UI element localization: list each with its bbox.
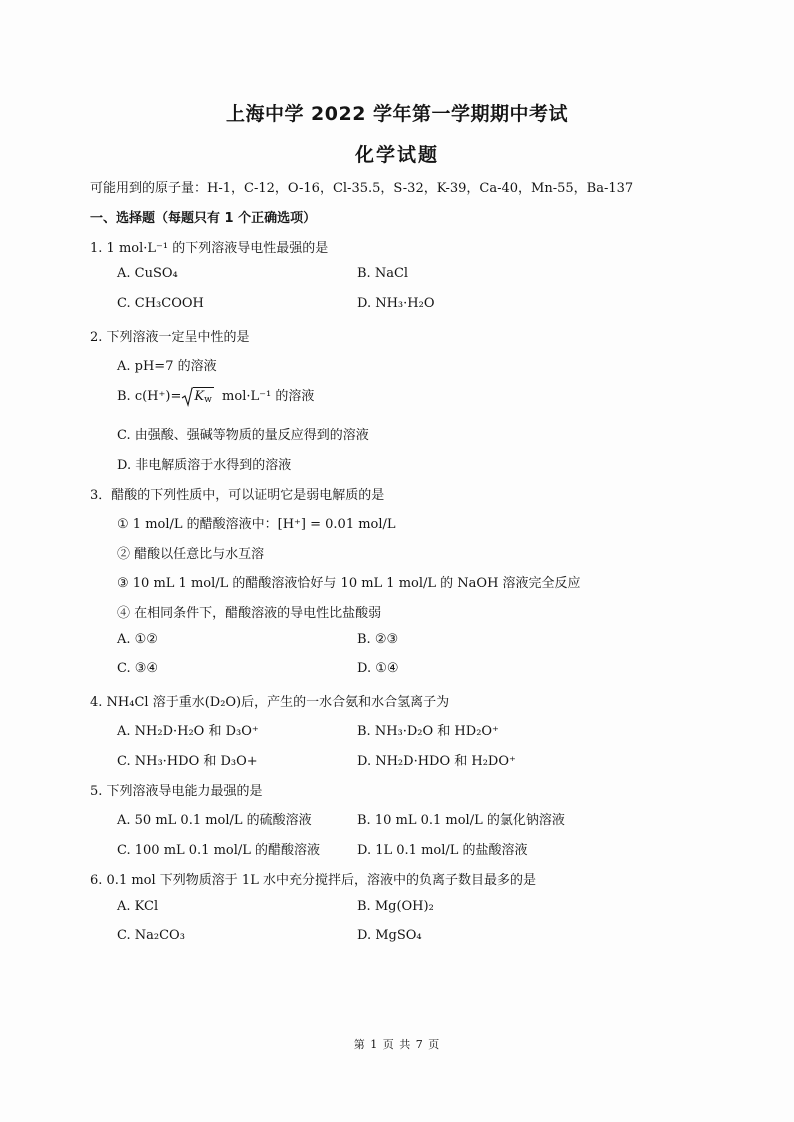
kw-subscript: w [204,395,212,405]
question-2-option-b [117,385,314,407]
question-1-option-c: C. CH₃COOH [117,296,204,311]
question-4-option-c: C. NH₃·HDO 和 D₃O+ [117,754,258,769]
question-4-option-d: D. NH₂D·HDO 和 H₂DO⁺ [357,754,516,769]
question-5-stem: 5. 下列溶液导电能力最强的是 [90,784,263,799]
question-5-option-b: B. 10 mL 0.1 mol/L 的氯化钠溶液 [357,813,565,828]
question-2-stem: 2. 下列溶液一定呈中性的是 [90,330,250,345]
question-2-option-d: D. 非电解质溶于水得到的溶液 [117,458,292,473]
page-number: 第 1 页 共 7 页 [353,1038,441,1051]
question-3-statement-4: ④ 在相同条件下，醋酸溶液的导电性比盐酸弱 [117,606,382,621]
question-2-option-b-suffix: mol·L⁻¹ 的溶液 [222,389,315,404]
question-2-option-b-prefix: B. c(H⁺)= [117,389,182,404]
kw-symbol: K [194,389,205,404]
question-3-option-c: C. ③④ [117,661,159,676]
question-1-stem: 1. 1 mol·L⁻¹ 的下列溶液导电性最强的是 [90,241,329,256]
question-3-statement-1: ① 1 mol/L 的醋酸溶液中：[H⁺] = 0.01 mol/L [117,517,396,532]
question-2-kw [193,387,213,404]
question-3-statement-2: ② 醋酸以任意比与水互溶 [117,547,265,562]
question-2-option-a: A. pH=7 的溶液 [117,359,217,374]
question-6-option-b: B. Mg(OH)₂ [357,899,434,914]
question-4-option-b: B. NH₃·D₂O 和 HD₂O⁺ [357,724,499,739]
question-6-option-d: D. MgSO₄ [357,928,422,943]
question-6-stem: 6. 0.1 mol 下列物质溶于 1L 水中充分搅拌后，溶液中的负离子数目最多的是 [90,873,536,888]
question-5-option-d: D. 1L 0.1 mol/L 的盐酸溶液 [357,843,528,858]
question-1-option-b: B. NaCl [357,266,409,281]
question-6-option-c: C. Na₂CO₃ [117,928,185,943]
atomic-masses-note: 可能用到的原子量：H-1，C-12，O-16，Cl-35.5，S-32，K-39，Ca-40，Mn-55，Ba-137 [90,181,634,196]
question-3-option-b: B. ②③ [357,632,399,647]
question-2-option-c: C. 由强酸、强碱等物质的量反应得到的溶液 [117,428,369,443]
exam-title: 上海中学 2022 学年第一学期期中考试 [225,103,569,125]
question-3-statement-3: ③ 10 mL 1 mol/L 的醋酸溶液恰好与 10 mL 1 mol/L 的 NaOH 溶液完全反应 [117,576,581,591]
question-5-option-a: A. 50 mL 0.1 mol/L 的硫酸溶液 [117,813,312,828]
question-1-option-d: D. NH₃·H₂O [357,296,435,311]
question-6-option-a: A. KCl [117,899,159,914]
question-3-option-a: A. ①② [117,632,158,647]
question-3-stem: 3．醋酸的下列性质中，可以证明它是弱电解质的是 [90,488,385,503]
exam-subtitle: 化学试题 [354,144,439,166]
question-4-option-a: A. NH₂D·H₂O 和 D₃O⁺ [117,724,259,739]
question-4-stem: 4. NH₄Cl 溶于重水(D₂O)后，产生的一水合氨和水合氢离子为 [90,695,450,710]
question-3-option-d: D. ①④ [357,661,399,676]
question-1-option-a: A. CuSO₄ [117,266,178,281]
section-heading: 一、选择题（每题只有 1 个正确选项） [90,211,317,226]
question-5-option-c: C. 100 mL 0.1 mol/L 的醋酸溶液 [117,843,321,858]
square-root-symbol [181,387,193,407]
